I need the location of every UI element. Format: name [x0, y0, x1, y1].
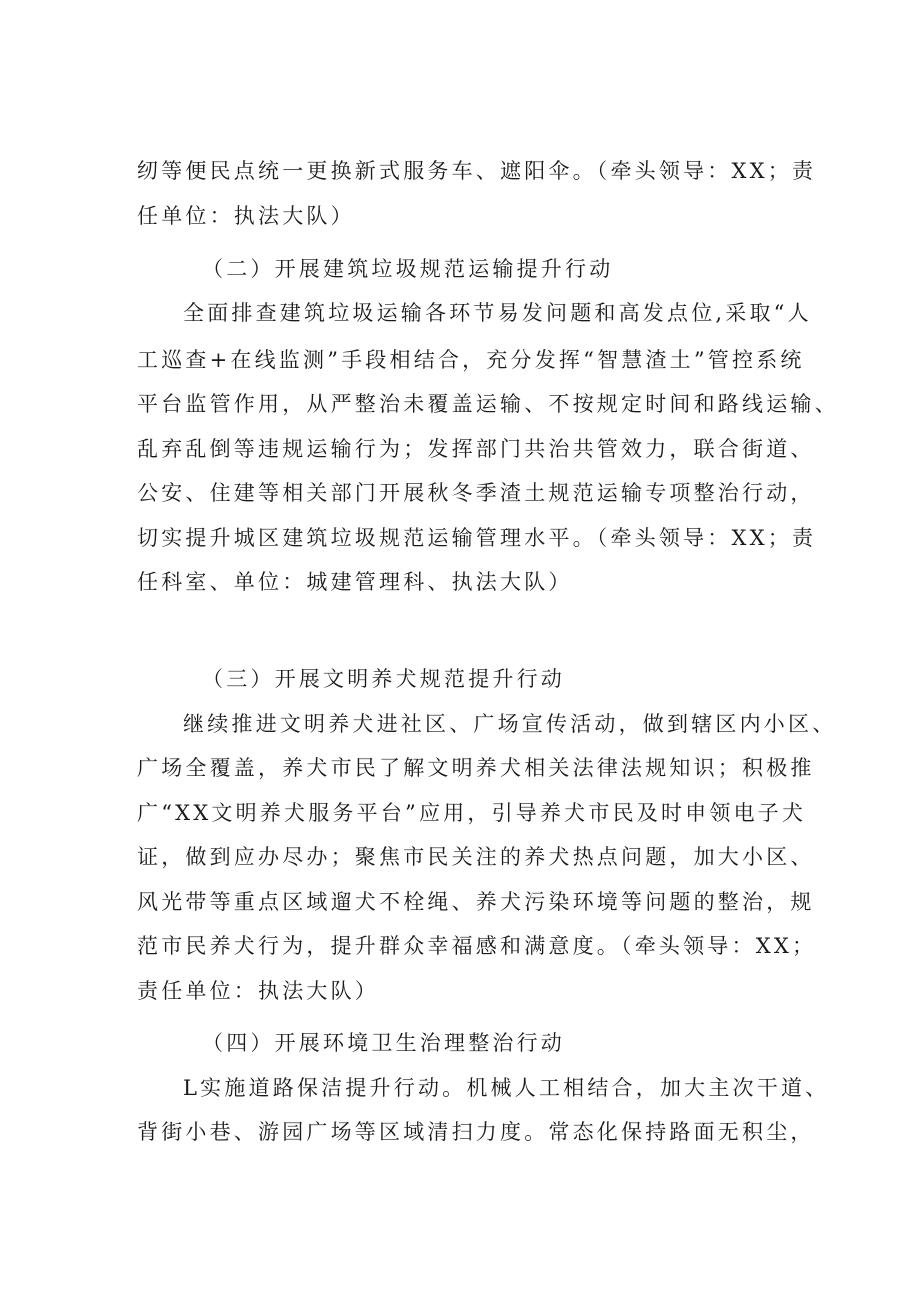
paragraph-line: 乱弃乱倒等违规运输行为；发挥部门共治共管效力，联合街道、	[137, 437, 815, 461]
paragraph-line: 纫等便民点统一更换新式服务车、遮阳伞。（牵头领导：XX；责	[137, 159, 817, 183]
paragraph-line: 切实提升城区建筑垃圾规范运输管理水平。（牵头领导：XX；责	[137, 526, 817, 550]
paragraph-line: 继续推进文明养犬进社区、广场宣传活动，做到辖区内小区、	[183, 712, 837, 736]
paragraph-line: 工巡查+在线监测”手段相结合，充分发挥“智慧渣土”管控系统	[137, 348, 805, 372]
section-heading: （三）开展文明养犬规范提升行动	[202, 667, 565, 691]
paragraph-line: 公安、住建等相关部门开展秋冬季渣土规范运输专项整治行动，	[137, 481, 815, 505]
paragraph-line: 平台监管作用，从严整治未覆盖运输、不按规定时间和路线运输、	[137, 392, 839, 416]
paragraph-line: 广场全覆盖，养犬市民了解文明养犬相关法律法规知识；积极推	[137, 756, 815, 780]
paragraph-line: 证，做到应办尽办；聚焦市民关注的养犬热点问题，加大小区、	[137, 845, 815, 869]
paragraph-line: 责任单位：执法大队）	[137, 979, 379, 1003]
section-heading: （二）开展建筑垃圾规范运输提升行动	[202, 257, 614, 281]
paragraph-line: 任单位：执法大队）	[137, 204, 355, 228]
section-heading: （四）开展环境卫生治理整治行动	[202, 1031, 565, 1055]
paragraph-line: 背街小巷、游园广场等区域清扫力度。常态化保持路面无积尘，	[137, 1120, 815, 1144]
paragraph-line: 全面排查建筑垃圾运输各环节易发问题和高发点位,采取“人	[183, 301, 812, 325]
paragraph-line: L实施道路保洁提升行动。机械人工相结合，加大主次干道、	[183, 1076, 830, 1100]
paragraph-line: 广“XX文明养犬服务平台”应用，引导养犬市民及时申领电子犬	[137, 801, 807, 825]
paragraph-line: 任科室、单位：城建管理科、执法大队）	[137, 570, 573, 594]
paragraph-line: 范市民养犬行为，提升群众幸福感和满意度。（牵头领导：XX；	[137, 934, 817, 958]
paragraph-line: 风光带等重点区域遛犬不栓绳、养犬污染环境等问题的整治，规	[137, 890, 815, 914]
